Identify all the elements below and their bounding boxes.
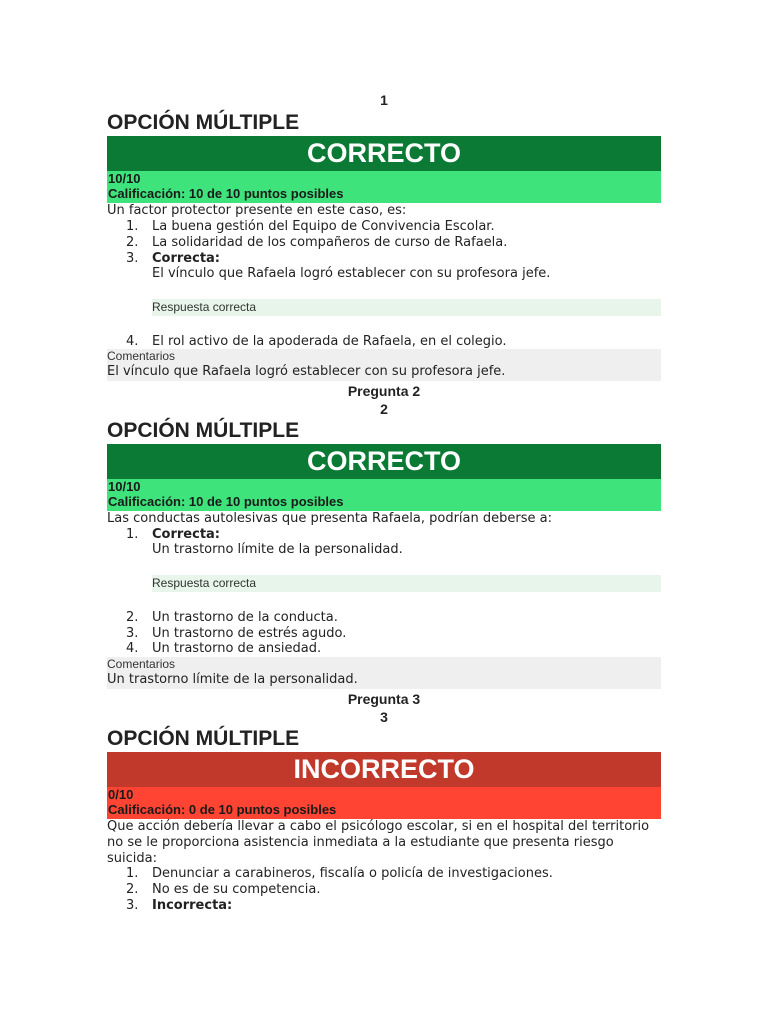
comments-box bbox=[107, 657, 661, 689]
question-header: Pregunta 2 bbox=[347, 383, 421, 399]
correct-answer-note: Respuesta correcta bbox=[152, 299, 661, 316]
comments-box bbox=[107, 349, 661, 381]
option-number: 3. bbox=[126, 626, 139, 641]
score-value: 10/10 bbox=[108, 479, 141, 494]
score-block bbox=[107, 479, 661, 511]
score-value: 0/10 bbox=[108, 787, 134, 802]
grade-text: Calificación: 10 de 10 puntos posibles bbox=[108, 186, 344, 201]
option-number: 2. bbox=[126, 610, 139, 625]
option-item[interactable] bbox=[126, 882, 666, 898]
option-number: 2. bbox=[126, 235, 139, 250]
prompt-line: no se le proporciona asistencia inmediata a la estudiante que presenta riesgo bbox=[107, 835, 614, 850]
option-item-correct[interactable] bbox=[126, 251, 666, 267]
correct-label: Correcta: bbox=[152, 527, 221, 542]
incorrect-label: Incorrecta: bbox=[152, 898, 233, 913]
option-text: Un trastorno límite de la personalidad. bbox=[152, 542, 403, 557]
score-value: 10/10 bbox=[108, 171, 141, 186]
option-number: 1. bbox=[126, 527, 139, 542]
status-banner-incorrect: INCORRECTO bbox=[107, 752, 661, 787]
option-text: Un trastorno de estrés agudo. bbox=[152, 626, 347, 641]
option-item[interactable] bbox=[126, 235, 666, 251]
option-text: La solidaridad de los compañeros de curso de Rafaela. bbox=[152, 235, 508, 250]
option-text: Un trastorno de ansiedad. bbox=[152, 641, 322, 656]
grade-text: Calificación: 10 de 10 puntos posibles bbox=[108, 494, 344, 509]
option-text: No es de su competencia. bbox=[152, 882, 321, 897]
prompt-line: suicida: bbox=[107, 851, 157, 866]
option-item[interactable] bbox=[126, 626, 666, 642]
option-item[interactable] bbox=[126, 641, 666, 657]
option-number: 4. bbox=[126, 641, 139, 656]
option-number: 4. bbox=[126, 334, 139, 349]
option-text: Denunciar a carabineros, fiscalía o policía de investigaciones. bbox=[152, 866, 553, 881]
question-prompt: Las conductas autolesivas que presenta Rafaela, podrían deberse a: bbox=[107, 511, 552, 526]
correct-label: Correcta: bbox=[152, 251, 221, 266]
option-number: 2. bbox=[126, 882, 139, 897]
question-type: OPCIÓN MÚLTIPLE bbox=[107, 419, 300, 442]
option-item[interactable] bbox=[126, 866, 666, 882]
question-type: OPCIÓN MÚLTIPLE bbox=[107, 727, 300, 750]
correct-answer-note: Respuesta correcta bbox=[152, 575, 661, 592]
option-item[interactable] bbox=[126, 610, 666, 626]
option-text: El rol activo de la apoderada de Rafaela, en el colegio. bbox=[152, 334, 507, 349]
question-type: OPCIÓN MÚLTIPLE bbox=[107, 111, 300, 134]
question-prompt: Un factor protector presente en este caso, es: bbox=[107, 203, 407, 218]
comments-text: Un trastorno límite de la personalidad. bbox=[107, 672, 358, 687]
option-item-incorrect[interactable] bbox=[126, 898, 666, 914]
option-number: 3. bbox=[126, 251, 139, 266]
comments-label: Comentarios bbox=[107, 349, 176, 363]
comments-text: El vínculo que Rafaela logró establecer con su profesora jefe. bbox=[107, 364, 506, 379]
score-block bbox=[107, 171, 661, 203]
option-number: 3. bbox=[126, 898, 139, 913]
question-number: 2 bbox=[380, 401, 388, 417]
question-number: 1 bbox=[380, 92, 388, 108]
option-number: 1. bbox=[126, 219, 139, 234]
option-text: Un trastorno de la conducta. bbox=[152, 610, 338, 625]
status-banner-correct: CORRECTO bbox=[107, 136, 661, 171]
question-number: 3 bbox=[380, 709, 388, 725]
option-text: El vínculo que Rafaela logró establecer con su profesora jefe. bbox=[152, 266, 551, 281]
status-banner-correct: CORRECTO bbox=[107, 444, 661, 479]
option-item-correct[interactable] bbox=[126, 527, 666, 543]
comments-label: Comentarios bbox=[107, 657, 176, 671]
option-item[interactable] bbox=[126, 334, 666, 350]
prompt-line: Que acción debería llevar a cabo el psicólogo escolar, si en el hospital del territorio bbox=[107, 819, 650, 834]
grade-text: Calificación: 0 de 10 puntos posibles bbox=[108, 802, 337, 817]
question-prompt bbox=[107, 819, 663, 867]
option-number: 1. bbox=[126, 866, 139, 881]
option-text: La buena gestión del Equipo de Convivencia Escolar. bbox=[152, 219, 495, 234]
question-header: Pregunta 3 bbox=[347, 691, 421, 707]
score-block bbox=[107, 787, 661, 819]
option-item[interactable] bbox=[126, 219, 666, 235]
